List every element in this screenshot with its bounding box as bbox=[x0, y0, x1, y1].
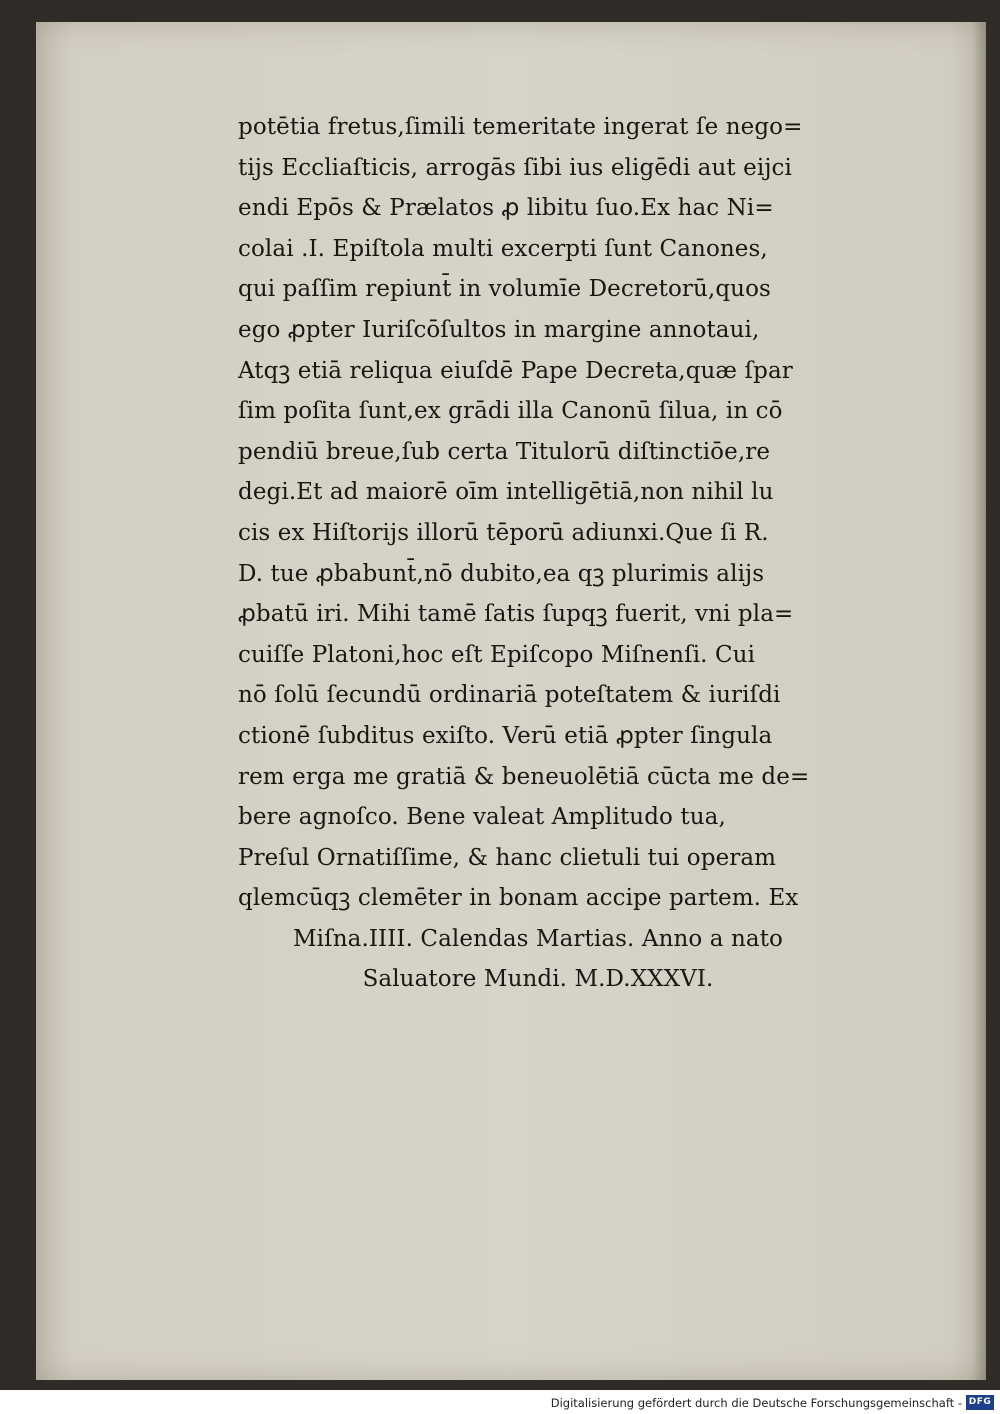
text-line: ꝓbatū iri. Mihi tamē ſatis ſupqꝫ fuerit, vni pla= bbox=[238, 601, 794, 628]
text-line: ctionē ſubditus exiſto. Verū etiā ꝓpter ſingula bbox=[238, 722, 773, 749]
text-line: bere agnoſco. Bene valeat Amplitudo tua, bbox=[238, 804, 726, 831]
text-line: qlemcūqꝫ clemēter in bonam accipe partem. Ex bbox=[238, 885, 799, 912]
text-line: ſim poſita ſunt,ex grādi illa Canonū ſilua, in cō bbox=[238, 398, 783, 425]
text-line: D. tue ꝓbabunt̄,nō dubito,ea qꝫ plurimis alijs bbox=[238, 560, 765, 587]
text-line: ego ꝓpter Iuriſcōſultos in margine annotaui, bbox=[238, 316, 760, 343]
text-line: qui paſſim repiunt̄ in volumīe Decretorū,quos bbox=[238, 276, 771, 303]
text-line: Preſul Ornatiſſime, & hanc clietuli tui operam bbox=[238, 844, 777, 871]
text-line: potētia fretus,ſimili temeritate ingerat ſe nego= bbox=[238, 114, 803, 140]
text-line: pendiū breue,ſub certa Titulorū diſtinctiōe,re bbox=[238, 438, 771, 465]
closing-line: Miſna.IIII. Calendas Martias. Anno a nato bbox=[293, 925, 783, 952]
funding-credit: Digitalisierung gefördert durch die Deutsche Forschungsgemeinschaft - bbox=[550, 1396, 962, 1410]
text-line: Atqꝫ etiā reliqua eiuſdē Pape Decreta,quæ ſpar bbox=[238, 357, 793, 384]
body-text bbox=[238, 107, 878, 1000]
closing-date-line: Saluatore Mundi. M.D.XXXVI. bbox=[362, 966, 714, 993]
text-line: colai .I. Epiſtola multi excerpti ſunt Canones, bbox=[238, 235, 768, 262]
text-line: rem erga me gratiā & beneuolētiā cūcta me de= bbox=[238, 763, 810, 790]
text-line: tijs Eccliaſticis, arrogās ſibi ius eligēdi aut eijci bbox=[238, 154, 792, 181]
bleed-through-text bbox=[230, 1060, 790, 1088]
text-line: degi.Et ad maiorē oīm intelligētiā,non nihil lu bbox=[238, 479, 774, 506]
footer-bar bbox=[0, 1390, 1000, 1414]
text-line: cis ex Hiſtorijs illorū tēporū adiunxi.Que ſi R. bbox=[238, 519, 769, 546]
page-edge-shadow bbox=[972, 22, 986, 1380]
dfg-logo-icon: DFG bbox=[966, 1395, 994, 1410]
text-line: nō ſolū ſecundū ordinariā poteſtatem & iuriſdi bbox=[238, 682, 781, 709]
text-line: endi Epōs & Prælatos ꝓ libitu ſuo.Ex hac Ni= bbox=[238, 195, 774, 222]
text-line: cuiſſe Platoni,hoc eſt Epiſcopo Miſnenſi. Cui bbox=[238, 641, 756, 668]
